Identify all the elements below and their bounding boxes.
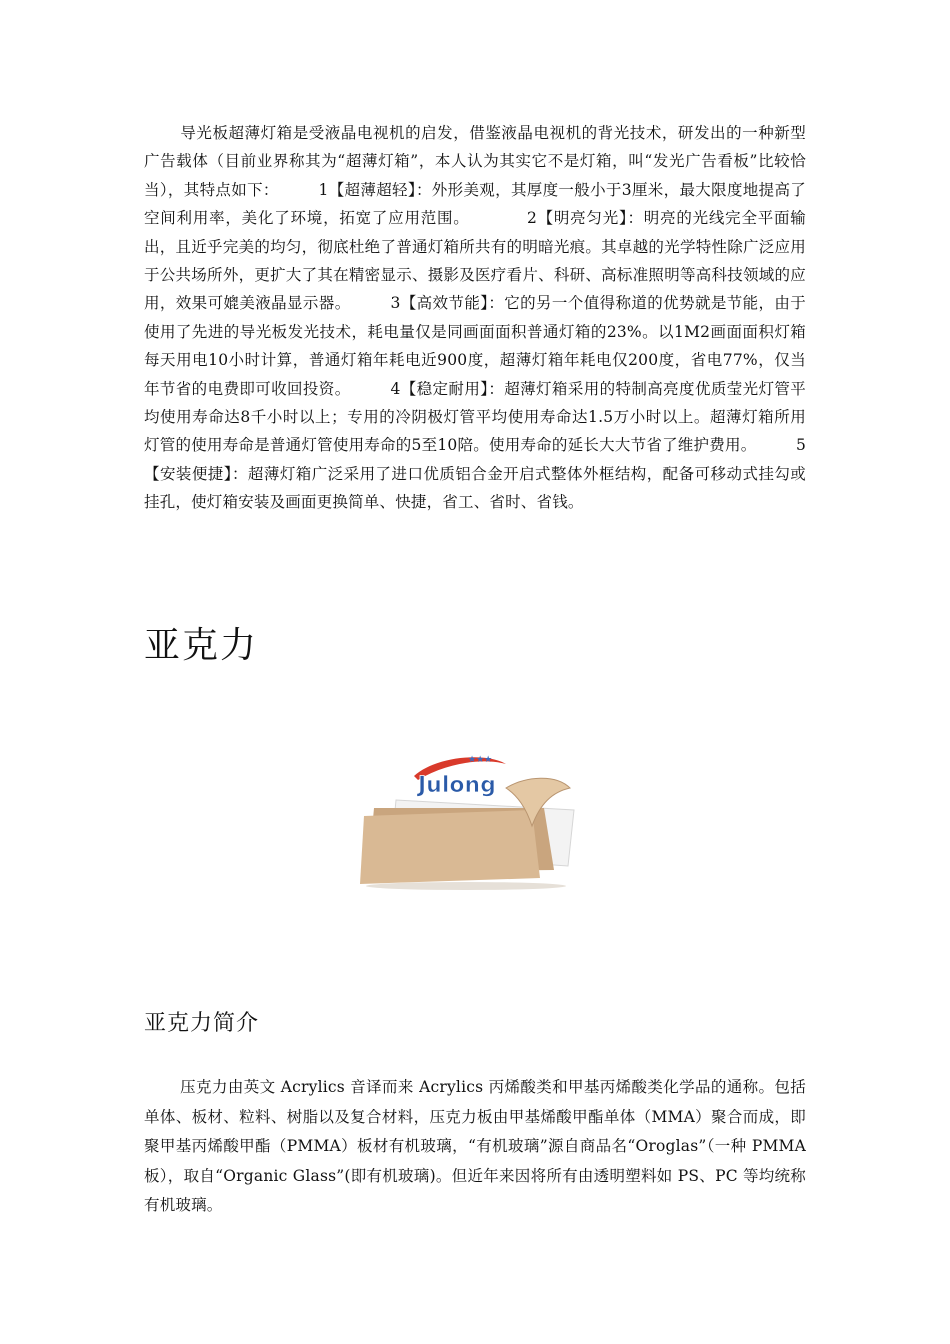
julong-logo-text: Julong [418, 773, 496, 798]
intro-paragraph-text: 导光板超薄灯箱是受液晶电视机的启发，借鉴液晶电视机的背光技术，研发出的一种新型广告载体（目前业界称其为“超薄灯箱”，本人认为其实它不是灯箱，叫“发光广告看板”比较恰当），其特点如下： 1【超薄超轻】：外形美观，其厚度一般小于3厘米，最大限度地提高了空间利用率，美化了环境，拓宽了应用范围。 2【明亮匀光】：明亮的光线完全平面输出，且近乎完美的均匀，彻底杜绝了普通灯箱所共有的明暗光痕。其卓越的光学特性除广泛应用于公共场所外，更扩大了其在精密显示、摄影及医疗看片、科研、高标准照明等高科技领域的应用，效果可媲美液晶显示器。 3【高效节能】：它的另一个值得称道的优势就是节能，由于使用了先进的导光板发光技术，耗电量仅是同画面面积普通灯箱的23%。以1M2画面面积灯箱每天用电10小时计算，普通灯箱年耗电近900度，超薄灯箱年耗电仅200度，省电77%，仅当年节省的电费即可收回投资。 4【稳定耐用】：超薄灯箱采用的特制高亮度优质莹光灯管平均使用寿命达8千小时以上；专用的冷阴极灯管平均使用寿命达1.5万小时以上。超薄灯箱所用灯管的使用寿命是普通灯管使用寿命的5至10陪。使用寿命的延长大大节省了维护费用。 5【安装便捷】：超薄灯箱广泛采用了进口优质铝合金开启式整体外框结构，配备可移动式挂勾或挂孔，使灯箱安装及画面更换简单、快捷，省工、省时、省钱。 [144, 124, 806, 512]
acrylic-sheet-image [356, 748, 586, 893]
acrylic-paragraph [144, 1073, 806, 1221]
acrylic-sheet-illustration [356, 748, 586, 893]
section-title: 亚克力 [144, 625, 259, 666]
kraft-sheet-front-shape [360, 810, 540, 884]
sheet-shadow-shape [366, 882, 566, 890]
subsection-title: 亚克力简介 [144, 1011, 260, 1036]
acrylic-paragraph-text: 压克力由英文 Acrylics 音译而来 Acrylics 丙烯酸类和甲基丙烯酸类化学品的通称。包括单体、板材、粒料、树脂以及复合材料，压克力板由甲基烯酸甲酯单体（MMA）聚合而成，即聚甲基丙烯酸甲酯（PMMA）板材有机玻璃，“有机玻璃”源自商品名“Oroglas”（一种 PMMA 板），取自“Organic Glass”(即有机玻璃)。但近年来因将所有由透明塑料如 PS、PC 等均统称有机玻璃。 [144, 1078, 806, 1214]
logo-stars-icon: ★★★ [468, 755, 493, 765]
intro-paragraph [144, 119, 806, 517]
